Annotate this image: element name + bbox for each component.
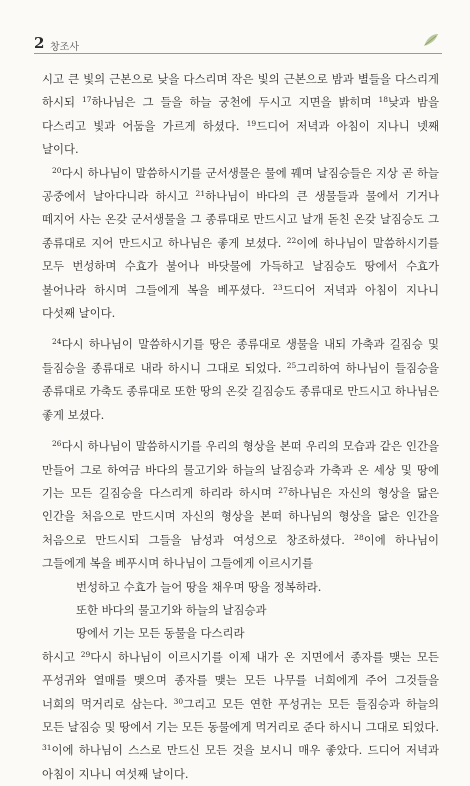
- verse-number: 17: [82, 95, 92, 105]
- page-header: [34, 34, 442, 56]
- book-title: 창조사: [50, 42, 79, 53]
- verse-text: 다시 하나님이 말씀하시기를 군서생물은 물에 꿰며 날짐승들은 지상 곧 하늘 공중에서 날아다니라 하시고: [42, 165, 439, 204]
- verse-number: 30: [173, 696, 184, 706]
- verse-text: 시고 큰 빛의 근본으로 낮을 다스리며 작은 빛의 근본으로 밤과 별들을 다스리게 하시되: [42, 72, 439, 110]
- verse-text: 다시 하나님이 이르시기를 이제 내가 온 지면에서 종자를 맺는 모든 푸성귀와 열매를 맺으며 종자를 맺는 모든 나무를 너희에게 주어 그것들을 너희의 먹거리로 삼는다.: [42, 649, 439, 711]
- verse-number: 22: [286, 235, 297, 245]
- verse-number: 28: [354, 532, 364, 542]
- verse-text: 하나님은 자신의 형상을 닮은 인간을 처음으로 만드시며 자신의 형상을 본떠 하나님의 형상을 닮은 인간을 처음으로 만드시되 그들을 남성과 여성으로 창조하셨다.: [42, 485, 439, 547]
- verse-text: 드디어 저녁과 아침이 지나니 다섯째 날이다.: [42, 282, 439, 321]
- verse-number: 19: [246, 118, 257, 128]
- leaf-ornament-icon: [422, 32, 440, 48]
- verse-text: 드디어 저녁과 아침이 지나니 넷째 날이다.: [42, 118, 440, 157]
- verse-number: 21: [195, 188, 206, 198]
- page-body: [42, 68, 439, 786]
- verse-text: 그리하여 하나님이 들짐승을 종류대로 가축도 종류대로 또한 땅의 온갖 길짐승도 종류대로 만드시고 하나님은 좋게 보셨다.: [42, 360, 439, 422]
- verse-number: 31: [42, 743, 52, 753]
- verse-number: 24: [52, 337, 62, 347]
- verse-number: 25: [286, 360, 297, 370]
- verse-number: 18: [378, 95, 388, 105]
- verse-number: 23: [273, 282, 283, 292]
- page-number: 2: [34, 34, 45, 52]
- verse-text: 하나님이 바다의 큰 생물들과 물에서 기거나 떼지어 사는 온갖 군서생물을 그 종류대로 만드시고 날개 돋친 온갖 날짐승도 그 종류대로 지어 만드시고 하나님은 좋게 보셨다.: [42, 189, 439, 250]
- verse-number: 27: [278, 485, 288, 495]
- verse-number: 20: [52, 165, 62, 175]
- verse-text: 다시 하나님이 말씀하시기를 땅은 종류대로 생물을 내되 가축과 길짐승 및 들짐승을 종류대로 내라 하시니 그대로 되었다.: [42, 337, 439, 375]
- verse-text: 이에 하나님이 말씀하시기를 모두 번성하며 수효가 불어나 바닷물에 가득하고 날짐승도 땅에서 수효가 불어나라 하시며 그들에게 복을 베푸셨다.: [42, 235, 439, 297]
- paragraph: [42, 333, 439, 427]
- paragraph: [42, 646, 439, 786]
- paragraph: [42, 68, 439, 162]
- paragraph: [42, 162, 439, 326]
- verse-number: 29: [80, 649, 91, 659]
- verse-text: 낮과 밤을 다스리고 빛과 어둠을 가르게 하셨다.: [42, 95, 439, 133]
- verse-line: 땅에서 기는 모든 동물을 다스리라: [76, 626, 245, 641]
- verse-text: 다시 하나님이 말씀하시기를 우리의 형상을 본떠 우리의 모습과 같은 인간을 만들어 그로 하여금 바다의 물고기와 하늘의 날짐승과 가축과 온 세상 및 땅에 기는 모든 길짐승을 다스리게 하리라 하시며: [42, 439, 439, 500]
- verse-text: 이에 하나님이 스스로 만드신 모든 것을 보시니 매우 좋았다. 드디어 저녁과 아침이 지나니 여섯째 날이다.: [42, 743, 439, 781]
- header-rule: [34, 53, 442, 54]
- verse-number: 26: [52, 438, 62, 448]
- verse-text: 그리고 모든 연한 푸성귀는 모든 들짐승과 하늘의 모든 날짐승 및 땅에서 기는 모든 동물에게 먹거리로 준다 하시니 그대로 되었다.: [42, 696, 439, 734]
- verse-line: 번성하고 수효가 늘어 땅을 채우며 땅을 정복하라.: [76, 579, 322, 594]
- paragraph: [42, 435, 439, 575]
- verse-line: 또한 바다의 물고기와 하늘의 날짐승과: [76, 602, 267, 617]
- verse-text: 하나님은 그 들을 하늘 궁천에 두시고 지면을 밝히며: [91, 95, 379, 110]
- verse-text: 하시고: [42, 649, 81, 664]
- verse-text: 이에 하나님이 그들에게 복을 베푸시며 하나님이 그들에게 이르시기를: [42, 532, 439, 571]
